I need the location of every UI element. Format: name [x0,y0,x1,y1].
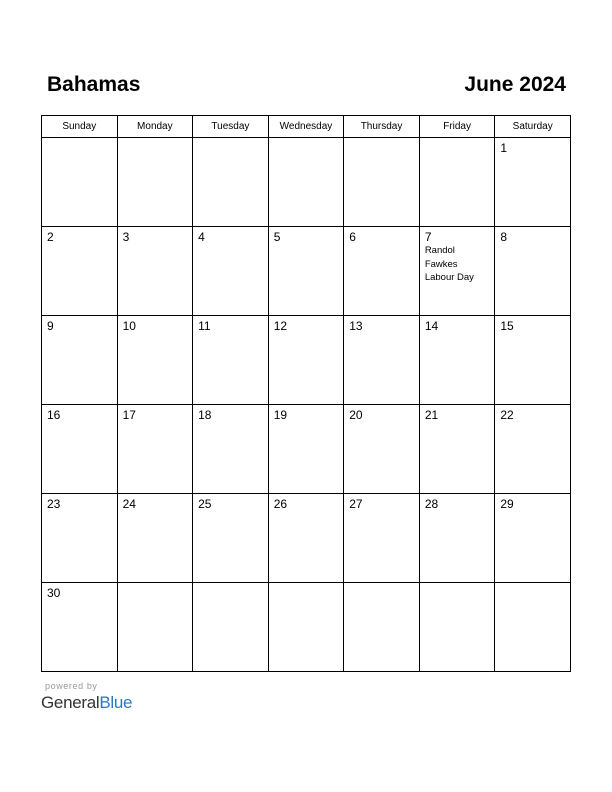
day-cell [419,138,495,227]
weekday-header: Saturday [495,116,571,138]
day-cell [268,316,344,405]
day-number: 22 [500,408,514,422]
day-number [269,583,344,587]
day-number: 14 [424,319,439,333]
calendar-header [41,70,571,100]
weekday-header: Monday [117,116,193,138]
holiday-label-line: Randol [424,245,455,256]
day-cell [193,494,269,583]
day-cell [268,138,344,227]
day-cell [117,227,193,316]
day-number: 6 [349,230,356,244]
day-cell [268,227,344,316]
holiday-label-line: Labour Day [424,272,474,283]
day-number [118,583,193,587]
week-row [42,138,571,227]
day-number: 16 [47,408,61,422]
day-cell [268,494,344,583]
weekday-header: Wednesday [268,116,344,138]
week-row [42,316,571,405]
day-number: 7 [424,230,432,244]
day-number: 15 [500,319,514,333]
day-number: 21 [424,408,439,422]
country-title: Bahamas [47,73,141,96]
day-number: 28 [424,497,439,511]
day-number: 17 [122,408,136,422]
day-cell [344,138,420,227]
day-number [118,138,193,142]
day-number: 5 [273,230,281,244]
weekday-header-row [42,116,571,138]
day-number: 30 [47,586,61,600]
day-cell [495,405,571,494]
day-cell [344,405,420,494]
day-cell [117,138,193,227]
day-cell [42,227,118,316]
day-number: 18 [198,408,212,422]
day-number: 24 [122,497,136,511]
day-number: 10 [122,319,136,333]
day-cell [268,583,344,672]
day-cell [419,405,495,494]
day-number: 12 [273,319,288,333]
day-number: 29 [500,497,514,511]
day-number: 25 [198,497,212,511]
week-row [42,227,571,316]
day-cell [193,405,269,494]
day-cell [495,138,571,227]
day-cell [344,227,420,316]
weekday-header: Thursday [344,116,420,138]
day-number: 8 [500,230,508,244]
day-cell [117,494,193,583]
day-number: 20 [349,408,363,422]
day-number [42,138,117,142]
calendar-grid [41,115,571,672]
day-cell [419,316,495,405]
day-number: 1 [500,141,508,155]
week-row [42,405,571,494]
weekday-header: Tuesday [193,116,269,138]
weekday-header: Sunday [42,116,118,138]
logo-blue-text: Blue [99,693,133,712]
day-cell [42,138,118,227]
day-cell [495,583,571,672]
day-cell [344,316,420,405]
day-cell [42,583,118,672]
day-number: 27 [349,497,363,511]
footer-branding [41,681,132,714]
week-row [42,494,571,583]
day-cell [495,227,571,316]
day-cell [419,494,495,583]
day-number: 13 [349,319,363,333]
day-number: 4 [198,230,205,244]
logo-general-text: General [41,693,100,712]
day-cell [268,405,344,494]
day-cell [419,583,495,672]
weekday-header: Friday [419,116,495,138]
day-cell [193,583,269,672]
day-number: 3 [122,230,130,244]
day-number [269,138,344,142]
day-cell [117,583,193,672]
day-number [420,583,495,587]
day-cell [117,405,193,494]
day-cell [117,316,193,405]
day-cell [42,494,118,583]
day-cell [193,316,269,405]
day-number [344,138,419,142]
day-number: 26 [273,497,288,511]
holiday-label-line: Fawkes [424,258,458,270]
day-cell [193,138,269,227]
day-cell [495,494,571,583]
day-number [193,583,268,587]
day-number [420,138,495,142]
powered-by-text: powered by [45,681,98,691]
day-cell [42,316,118,405]
day-cell [344,494,420,583]
day-number [495,583,570,587]
day-number: 19 [273,408,288,422]
day-cell [344,583,420,672]
day-number: 11 [198,319,211,333]
week-row [42,583,571,672]
month-title: June 2024 [464,73,566,96]
day-cell [419,227,495,316]
day-number: 23 [47,497,61,511]
day-cell [42,405,118,494]
day-number: 9 [47,319,54,333]
day-cell [193,227,269,316]
day-cell [495,316,571,405]
generalblue-logo [41,692,132,714]
day-number: 2 [47,230,54,244]
day-number [193,138,268,142]
day-number [344,583,419,587]
